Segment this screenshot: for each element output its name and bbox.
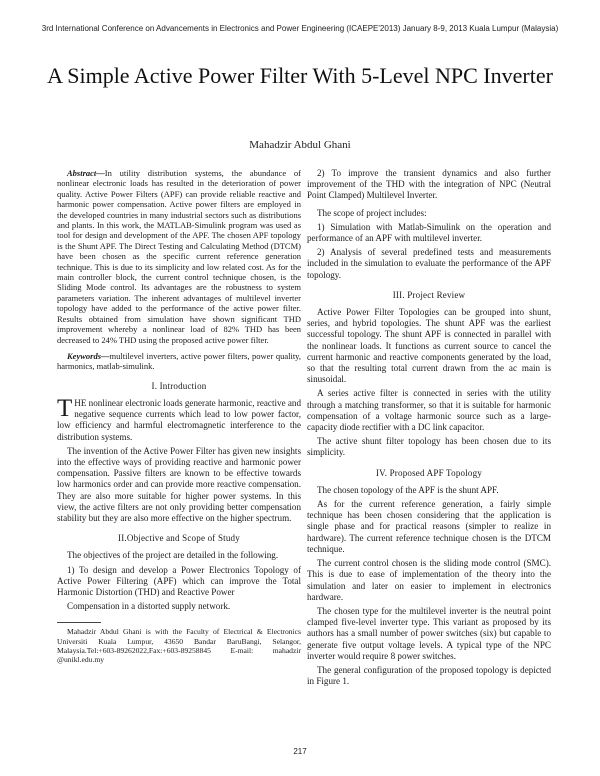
objectives-intro: The objectives of the project are detailed in the following. [67, 550, 279, 561]
intro-paragraph-2: The invention of the Active Power Filter has given new insights into the effective ways of providing reactive and harmonic power compensation. Passive filters are known to be effective towards low harmonics order and can provide more reactive compensation. They are also more suitable for higher power systems. In this view, the active filters are not only providing better compensation stability but they are also more effective on the higher spectrum. [57, 445, 301, 523]
abstract-label: Abstract— [67, 168, 105, 178]
objective-1: 1) To design and develop a Power Electronics Topology of Active Power Filtering (APF) which can improve the Total Harmonic Distortion (THD) and Reactive Power [57, 564, 301, 597]
footnote-divider [57, 622, 101, 623]
intro-paragraph-1 [57, 394, 302, 443]
review-paragraph-2: A series active filter is connected in series with the utility through a matching transformer, so that it is suitable for harmonic compensation of a voltage harmonic source such as a large-capacity diode rectifier with a DC link capacitor. [307, 388, 551, 433]
author-footnote: Mahadzir Abdul Ghani is with the Faculty of Electrical & Electronics Universiti Kuala Lumpur, 43650 Bandar BaruBangi, Selangor, Malaysia.Tel:+603-89262022,Fax:+603-89258845 E-mail: mahadzir @unikl.edu.my [57, 627, 301, 664]
section-heading-objectives: II.Objective and Scope of Study [118, 533, 240, 544]
keywords-label: Keywords— [67, 350, 110, 361]
scope-intro: The scope of project includes: [317, 207, 427, 218]
review-paragraph-1: Active Power Filter Topologies can be grouped into shunt, series, and hybrid topologies. The shunt APF was the earliest successful topology. The shunt APF is connected in parallel with the nonlinear loads. It functions as current source to cancel the current harmonic and reactive components generated by the load, so that the resulting total current drawn from the ac main is sinusoidal. [307, 307, 551, 385]
drop-cap: T [57, 394, 73, 422]
author-name: Mahadzir Abdul Ghani [249, 139, 351, 151]
conference-header: 3rd International Conference on Advancements in Electronics and Power Engineering (ICAEPE'2013) January 8-9, 2013 Kuala Lumpur (Malaysia) [41, 24, 559, 33]
proposed-paragraph-3: The current control chosen is the sliding mode control (SMC). This is due to ease of implementation of the theory into the simulation and later on easier to implement in electronics hardware. [307, 558, 551, 602]
proposed-paragraph-1: The chosen topology of the APF is the shunt APF. [317, 484, 499, 495]
intro-paragraph-1-text: HE nonlinear electronic loads generate harmonic, reactive and negative sequence currents which lead to low power factor, low efficiency and harmful electromagnetic interference to the distribution systems. [57, 397, 302, 442]
abstract [57, 168, 301, 345]
review-paragraph-3: The active shunt filter topology has been chosen due to its simplicity. [307, 436, 551, 458]
scope-item-2: 2) Analysis of several predefined tests and measurements included in the simulation to evaluate the performance of the APF topology. [307, 247, 551, 280]
proposed-paragraph-4: The chosen type for the multilevel inverter is the neutral point clamped five-level inverter type. This variant as proposed by its authors has a small number of power switches (six) but capable to generate five output voltage levels. A typical type of the NPC inverter would require 8 power switches. [307, 605, 551, 661]
objective-1-continued: Compensation in a distorted supply network. [67, 601, 231, 612]
keywords [57, 351, 301, 372]
right-column [307, 168, 551, 690]
section-heading-proposed-topology: IV. Proposed APF Topology [375, 467, 483, 478]
objective-2: 2) To improve the transient dynamics and also further improvement of the THD with the integration of NPC (Neutral Point Clamped) Multilevel Inverter. [307, 168, 551, 201]
left-column [57, 168, 301, 667]
abstract-text: In utility distribution systems, the abundance of nonlinear electronic loads has resulted in the deterioration of power quality. Active Power Filters (APF) can provide reliable reactive and harmonic power compensation. Active power filters are employed in the developed countries in many industrial sectors such as distributions and plants. In this work, the MATLAB-Simulink program was used as tool for design and development of the APF. The chosen APF topology is the Shunt APF. The Direct Testing and Calculating Method (DTCM) have been chosen as the specific current reference generation technique. This is due to its simplicity and low related cost. As for the main controller block, the current control technique chosen, is the Sliding Mode control. Its advantages are the robustness to system parameters variation. The inherent advantages of multilevel inverter topology have added to the performance of the active power filter. Results obtained from simulation have shown significant THD improvement whereby a nonlinear load of 82% THD has been decreased to 24% THD using the proposed active power filter. [57, 168, 301, 345]
page-number: 217 [293, 747, 307, 756]
proposed-paragraph-2: As for the current reference generation, a fairly simple technique has been chosen considering that the application is single phase and for practical reasons (simpler to realize in hardware). The current reference technique chosen is the DTCM technique. [307, 499, 551, 554]
scope-item-1: 1) Simulation with Matlab-Simulink on the operation and performance of an APF with multilevel inverter. [307, 221, 551, 244]
proposed-paragraph-5: The general configuration of the proposed topology is depicted in Figure 1. [307, 664, 551, 687]
section-heading-introduction: I. Introduction [151, 380, 207, 391]
section-heading-project-review: III. Project Review [392, 289, 466, 300]
keywords-text: multilevel inverters, active power filters, power quality, harmonics, matlab-simulink. [57, 350, 301, 372]
paper-title: A Simple Active Power Filter With 5-Level NPC Inverter [47, 63, 553, 88]
